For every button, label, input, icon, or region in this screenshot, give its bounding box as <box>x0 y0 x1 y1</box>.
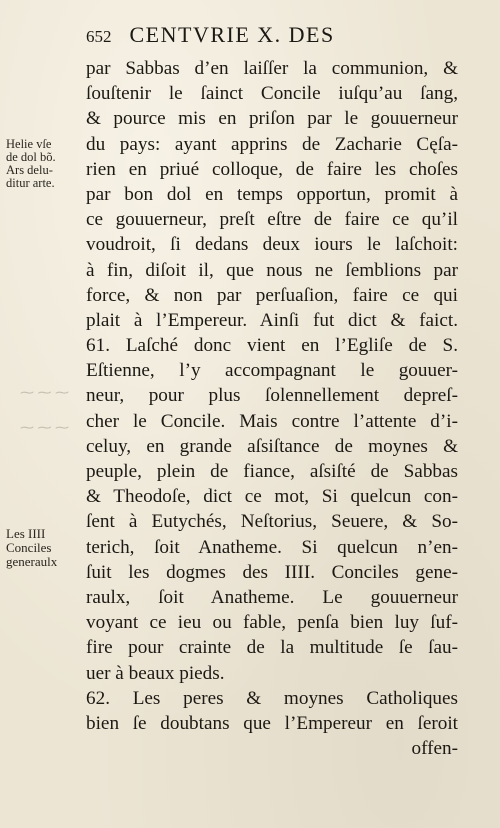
bleed-through-mark: ⁓ ⁓ ⁓ <box>20 421 69 436</box>
margin-note-line: de dol bõ. <box>6 150 56 164</box>
text-line: cher le Concile. Mais contre l’attente d’i- <box>86 410 458 432</box>
text-line: Eſtienne, l’y accompagnant le gouuer- <box>86 360 458 382</box>
text-line: par Sabbas d’en laiſſer la communion, & <box>86 58 458 79</box>
margin-note-line: Conciles <box>6 540 52 555</box>
catchword: offen- <box>411 738 458 760</box>
text-line: 61. Laſché donc vient en l’Egliſe de S. <box>86 335 458 357</box>
text-line: terich, ſoit Anatheme. Si quelcun n’en- <box>86 536 458 558</box>
running-title: CENTVRIE X. DES <box>129 22 335 47</box>
text-line: ſuit les dogmes des IIII. Conciles gene- <box>86 561 458 583</box>
body-text <box>86 56 458 761</box>
margin-note-conciles <box>6 527 57 569</box>
text-line: neur, pour plus ſolennellement depreſ- <box>86 385 458 407</box>
text-line: ſent à Eutychés, Neſtorius, Seuere, & So- <box>86 511 458 533</box>
text-line: celuy, en grande aſsiſtance de moynes & <box>86 435 458 457</box>
running-head <box>86 22 446 52</box>
text-line: du pays: ayant apprins de Zacharie Cęſa- <box>86 133 458 155</box>
text-line: rien en priué colloque, de faire les choſes <box>86 158 458 180</box>
bleed-through-mark: ⁓ ⁓ ⁓ <box>20 386 69 401</box>
text-line: force, & non par perſuaſion, faire ce qui <box>86 284 458 306</box>
margin-note-line: Helie vſe <box>6 137 52 151</box>
text-line: ſouſtenir le ſainct Concile iuſqu’au ſang, <box>86 83 458 105</box>
page-number: 652 <box>86 27 112 46</box>
text-line: 62. Les peres & moynes Catholiques <box>86 687 458 709</box>
text-line: voudroit, ſi dedans deux iours le laſchoit: <box>86 234 458 256</box>
text-line: plait à l’Empereur. Ainſi fut dict & faict. <box>86 309 458 331</box>
text-line: peuple, plein de fiance, aſsiſté de Sabbas <box>86 461 458 482</box>
margin-note-line: ditur arte. <box>6 176 55 190</box>
text-line: uer à beaux pieds. <box>86 662 225 684</box>
text-line: à fin, diſoit il, que nous ne ſemblions par <box>86 259 458 281</box>
text-line: & Theodoſe, dict ce mot, Si quelcun con- <box>86 486 458 508</box>
margin-note-helie <box>6 138 56 190</box>
text-line: & pource mis en priſon par le gouuerneur <box>86 108 458 130</box>
text-line: voyant ce ieu ou fable, penſa bien luy ſuf- <box>86 612 458 634</box>
margin-note-line: Ars delu- <box>6 163 53 177</box>
text-line: raulx, ſoit Anatheme. Le gouuerneur <box>86 586 458 608</box>
margin-note-line: Les IIII <box>6 526 46 541</box>
margin-note-line: generaulx <box>6 554 58 569</box>
text-line: bien ſe doubtans que l’Empereur en ſeroit <box>86 712 458 734</box>
text-line: fire pour crainte de la multitude ſe ſau- <box>86 637 458 659</box>
text-line: ce gouuerneur, preſt eſtre de faire ce qu’il <box>86 209 458 231</box>
text-line: par bon dol en temps opportun, promit à <box>86 183 458 205</box>
